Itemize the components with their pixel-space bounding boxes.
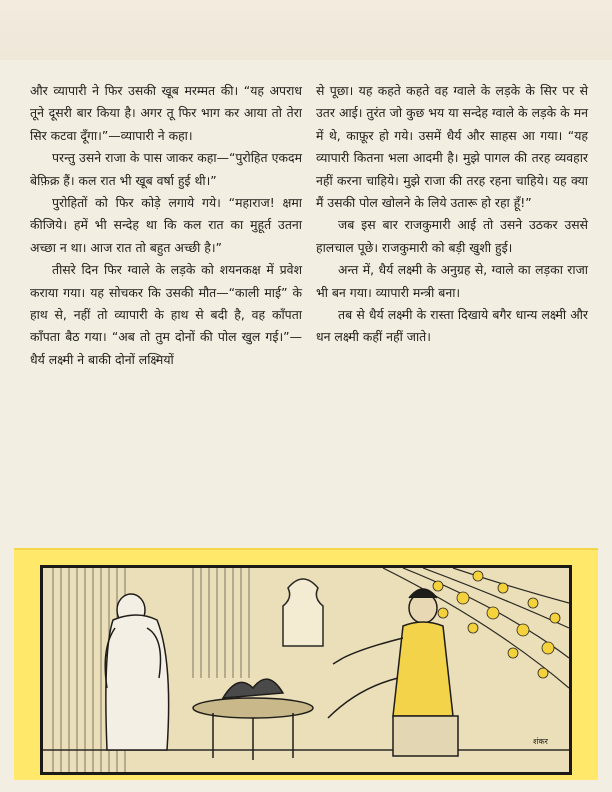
right-text-column (316, 80, 588, 349)
left-text-column (30, 80, 302, 371)
illustrator-signature: शंकर (533, 737, 548, 746)
left-paragraph-3: पुरोहितों को फिर कोड़े लगाये गये। “महाराज! क्षमा कीजिये। हमें भी सन्देह था कि कल रात का मुहूर्त उतना अच्छा न था। आज रात तो बहुत अच्छी है।” (30, 195, 302, 255)
left-paragraph-4: तीसरे दिन फिर ग्वाले के लड़के को शयनकक्ष में प्रवेश कराया गया। यह सोचकर कि उसकी मौत—“काली माई” के हाथ से, नहीं तो व्यापारी के हाथ से बदी है, वह काँपता काँपता बैठ गया। “अब तो तुम दोनों की पोल खुल गई।”—धैर्य लक्ष्मी ने बाकी दोनों लक्ष्मियों (30, 262, 302, 367)
left-paragraph-1: और व्यापारी ने फिर उसकी खूब मरम्मत की। “यह अपराध तूने दूसरी बार किया है। अगर तू फिर भाग कर आया तो तेरा सिर कटवा दूँगा।”—व्यापारी ने कहा। (30, 83, 302, 143)
illustration-drawing (43, 568, 569, 772)
right-paragraph-2: जब इस बार राजकुमारी आई तो उसने उठकर उससे हालचाल पूछे। राजकुमारी को बड़ी खुशी हुई। (316, 217, 588, 255)
right-paragraph-4: तब से धैर्य लक्ष्मी के रास्ता दिखाये बगैर धान्य लक्ष्मी और धन लक्ष्मी कहीं नहीं जाते। (316, 307, 588, 345)
story-illustration (40, 565, 572, 775)
right-paragraph-3: अन्त में, धैर्य लक्ष्मी के अनुग्रह से, ग्वाले का लड़का राजा भी बन गया। व्यापारी मन्त्री बना। (316, 262, 588, 300)
top-margin-band (0, 0, 612, 60)
left-paragraph-2: परन्तु उसने राजा के पास जाकर कहा—“पुरोहित एकदम बेफ़िक्र हैं। कल रात भी खूब वर्षा हुई थी।” (30, 150, 302, 188)
right-paragraph-1: से पूछा। यह कहते कहते वह ग्वाले के लड़के के सिर पर से उतर आई। तुरंत जो कुछ भय या सन्देह ग्वाले के लड़के के मन में थे, काफ़ूर हो गये। उसमें धैर्य और साहस आ गया। “यह व्यापारी कितना भला आदमी है। मुझे पागल की तरह व्यवहार नहीं करना चाहिये। मुझे राजा की तरह रहना चाहिये। यह क्या मैं उसकी पोल खोलने के लिये उतारू हो रहा हूँ!” (316, 83, 588, 211)
